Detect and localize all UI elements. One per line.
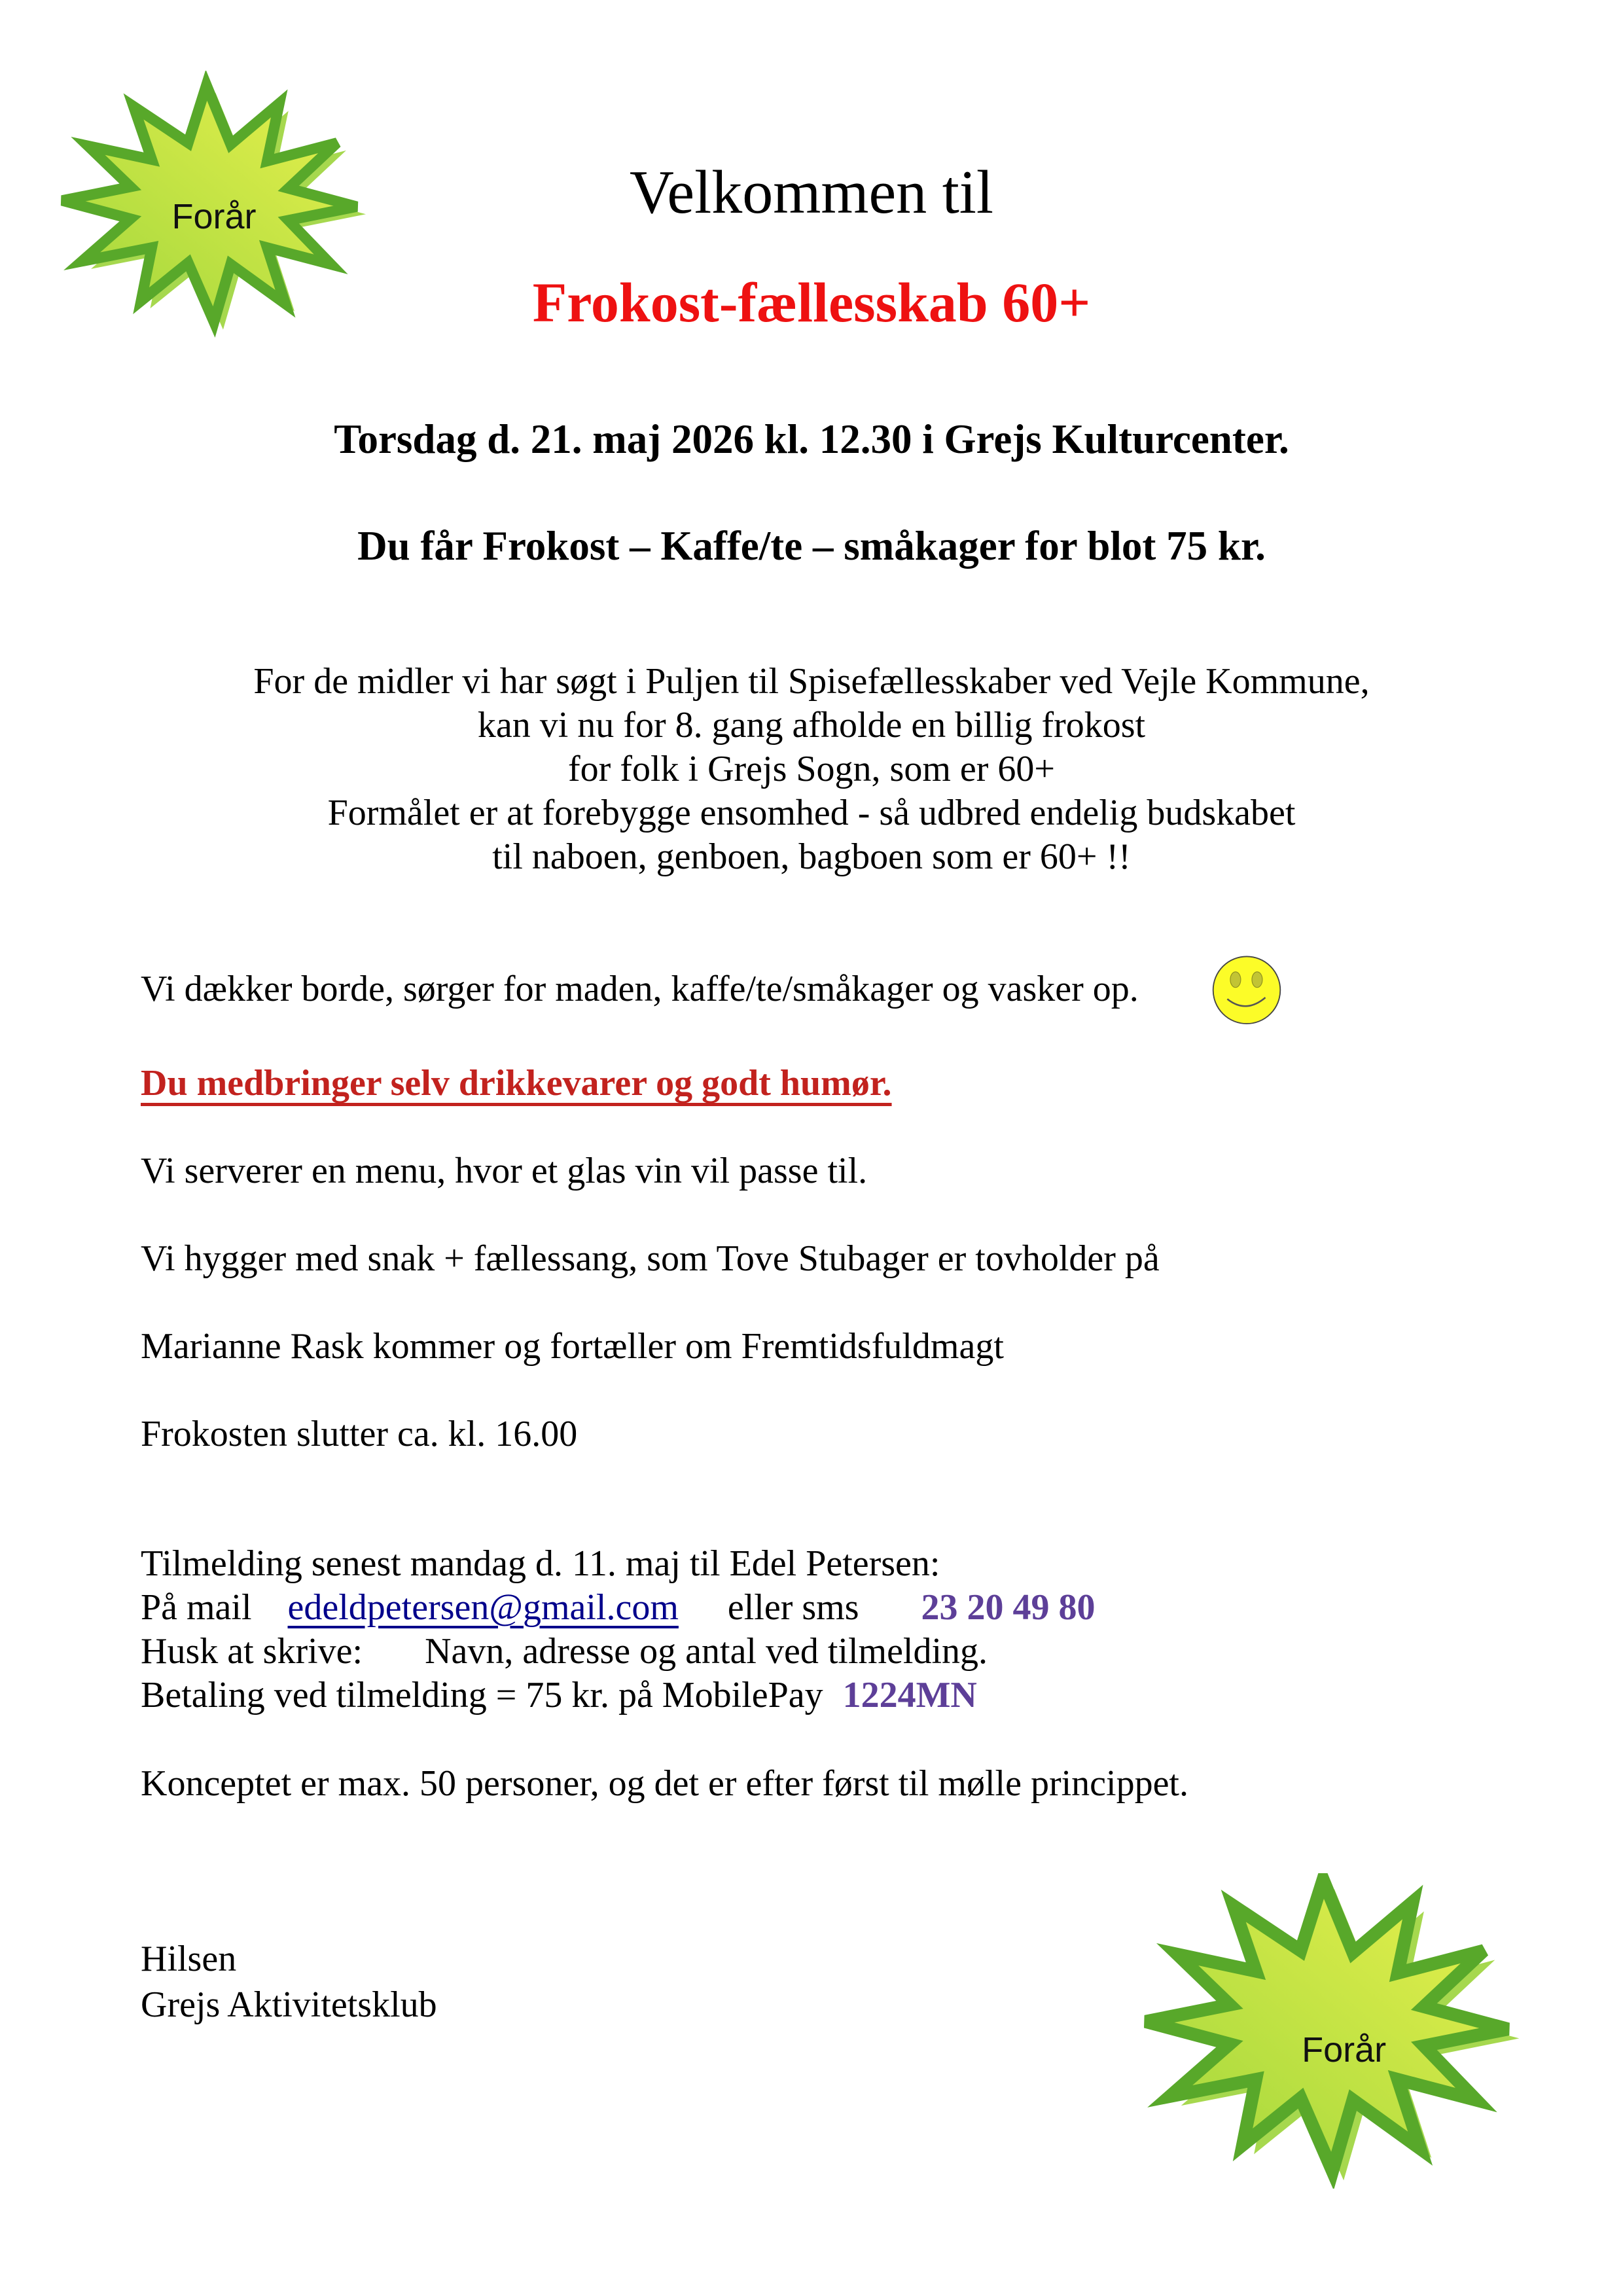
intro-line: For de midler vi har søgt i Puljen til Spisefællesskaber ved Vejle Kommune,: [253, 661, 1370, 702]
sms-label: eller sms: [727, 1587, 859, 1628]
remember-text: Navn, adresse og antal ved tilmelding.: [425, 1631, 988, 1672]
intro-paragraph: [0, 660, 1623, 879]
spring-badge-bottom: [1140, 1873, 1525, 2189]
intro-line: for folk i Grejs Sogn, som er 60+: [568, 749, 1055, 789]
signup-remember-line: [141, 1630, 1544, 1674]
remember-label: Husk at skrive:: [141, 1631, 363, 1672]
event-title: Frokost-fællesskab 60+: [532, 271, 1091, 334]
signup-contact-line: [141, 1586, 1544, 1630]
phone-number: 23 20 49 80: [921, 1587, 1096, 1628]
welcome-heading: Velkommen til: [629, 158, 994, 226]
menu-paragraph: Vi serverer en menu, hvor et glas vin vil passe til.: [141, 1151, 868, 1191]
capacity-paragraph: Konceptet er max. 50 personer, og det er efter først til mølle princippet.: [141, 1763, 1188, 1804]
signup-deadline: Tilmelding senest mandag d. 11. maj til Edel Petersen:: [141, 1543, 940, 1584]
signup-section: [141, 1542, 1544, 1717]
signature-greeting: Hilsen: [141, 1939, 237, 1979]
event-datetime: Torsdag d. 21. maj 2026 kl. 12.30 i Grejs Kulturcenter.: [334, 416, 1289, 462]
badge-label-top: Forår: [171, 196, 257, 236]
badge-label-bottom: Forår: [1302, 2030, 1387, 2070]
end-time-paragraph: Frokosten slutter ca. kl. 16.00: [141, 1414, 578, 1454]
intro-line: Formålet er at forebygge ensomhed - så udbred endelig budskabet: [327, 793, 1296, 833]
intro-line: kan vi nu for 8. gang afholde en billig frokost: [477, 705, 1146, 745]
email-link[interactable]: edeldpetersen@gmail.com: [287, 1587, 679, 1628]
we-do-paragraph: Vi dækker borde, sørger for maden, kaffe/te/småkager og vasker op.: [141, 969, 1139, 1009]
smiley-icon: [1209, 954, 1284, 1029]
intro-line: til naboen, genboen, bagboen som er 60+ !!: [492, 836, 1131, 877]
signature-club: Grejs Aktivitetsklub: [141, 1984, 437, 2025]
signup-payment-line: [141, 1674, 1544, 1717]
mobilepay-code: 1224MN: [842, 1675, 977, 1715]
event-offer: Du får Frokost – Kaffe/te – småkager for blot 75 kr.: [357, 523, 1266, 569]
singing-paragraph: Vi hygger med snak + fællessang, som Tove Stubager er tovholder på: [141, 1238, 1160, 1279]
bring-own-drinks-note: Du medbringer selv drikkevarer og godt humør.: [141, 1063, 892, 1103]
mail-label: På mail: [141, 1587, 252, 1628]
payment-label: Betaling ved tilmelding = 75 kr. på MobilePay: [141, 1675, 823, 1715]
speaker-paragraph: Marianne Rask kommer og fortæller om Fremtidsfuldmagt: [141, 1326, 1004, 1367]
